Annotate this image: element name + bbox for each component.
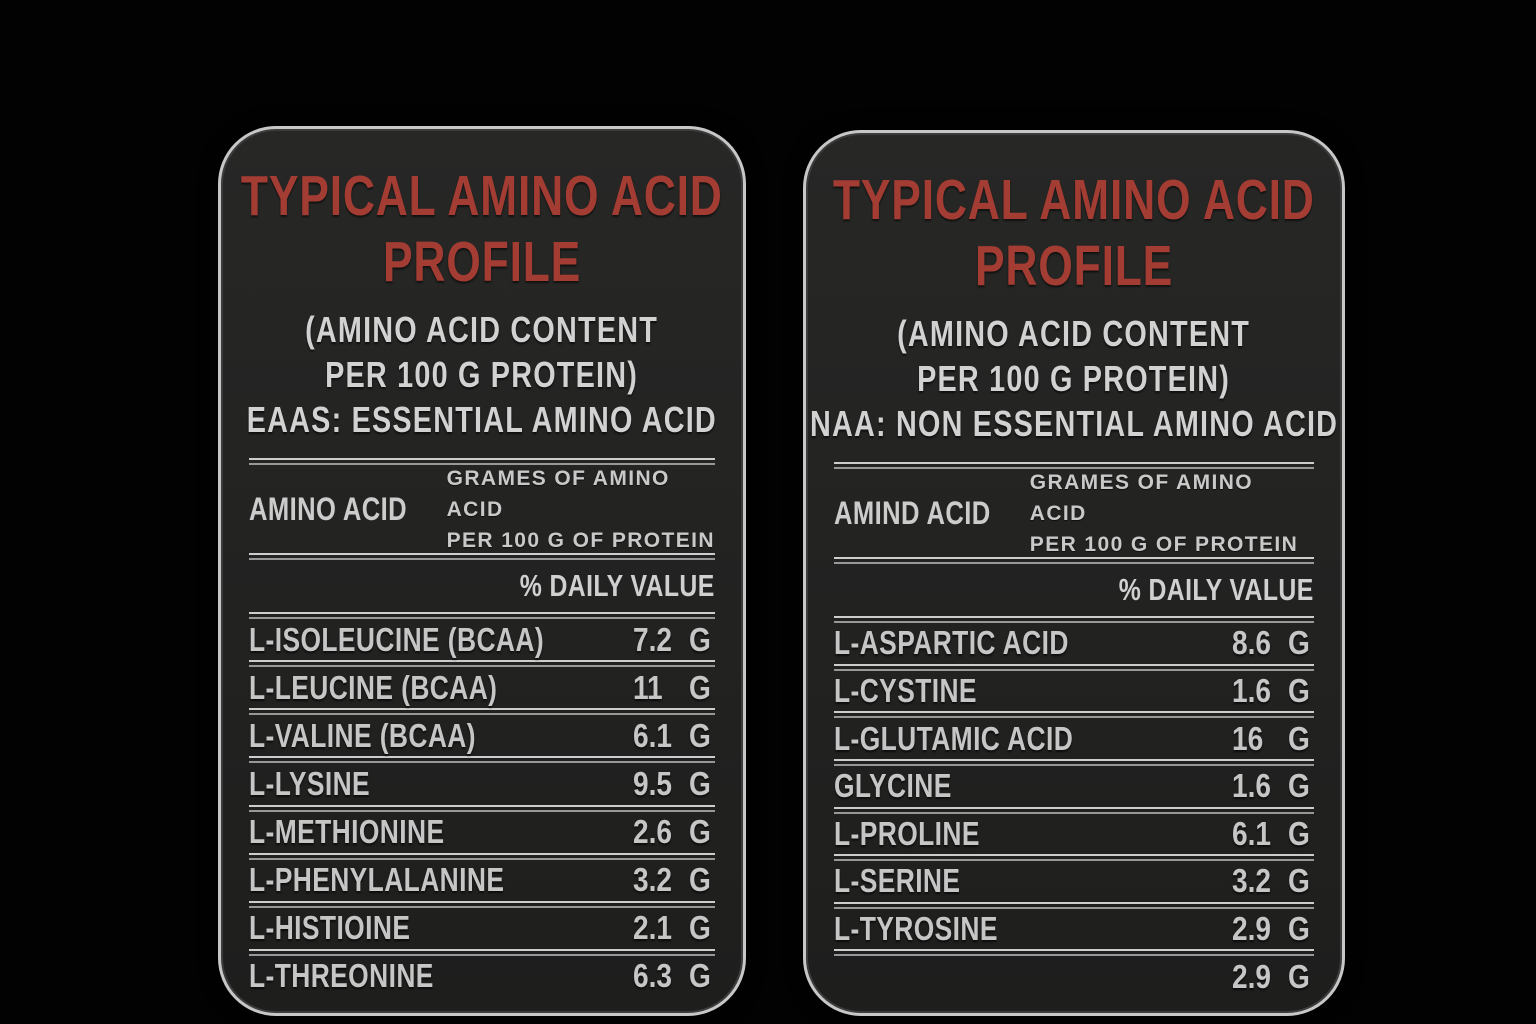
row-name: L-VALINE (BCAA) xyxy=(249,716,476,754)
panel-title-line2: PROFILE xyxy=(974,234,1174,298)
subtitle-line1: (AMINO ACID CONTENT xyxy=(897,313,1251,354)
amino-acid-row xyxy=(249,715,715,756)
grams-column-header xyxy=(447,463,715,556)
amino-acid-rows xyxy=(834,623,1314,997)
row-separator xyxy=(249,660,715,667)
panel-title-line1: TYPICAL AMINO ACID xyxy=(833,168,1315,232)
row-name: L-ASPARTIC ACID xyxy=(834,624,1069,662)
daily-value-row xyxy=(834,564,1314,616)
row-unit: G xyxy=(689,909,711,947)
separator xyxy=(834,616,1314,623)
table-header xyxy=(249,465,715,553)
row-value: 1.6 xyxy=(1232,767,1271,805)
row-unit: G xyxy=(1288,671,1310,709)
grams-column-header-line1: GRAMES OF AMINO ACID xyxy=(1029,470,1254,525)
subtitle-line3: EAAS: ESSENTIAL AMINO ACID xyxy=(246,399,718,440)
daily-value-label: % DAILY VALUE xyxy=(1119,572,1314,607)
grams-column-header-line2: PER 100 G OF PROTEIN xyxy=(1029,532,1299,556)
amino-acid-row xyxy=(834,623,1314,664)
row-name: L-METHIONINE xyxy=(249,813,445,851)
row-name: L-LYSINE xyxy=(249,764,371,802)
row-separator xyxy=(834,759,1314,766)
amino-acid-row xyxy=(834,671,1314,712)
row-unit: G xyxy=(689,716,711,754)
row-unit: G xyxy=(1288,862,1310,900)
row-value: 11 xyxy=(633,668,663,706)
separator xyxy=(834,557,1314,564)
row-value: 16 xyxy=(1232,719,1264,757)
row-unit: G xyxy=(1288,814,1310,852)
panel-subtitle xyxy=(246,307,718,442)
subtitle-line2: PER 100 G PROTEIN) xyxy=(325,354,639,395)
row-value: 9.5 xyxy=(633,764,672,802)
row-name: L-TYROSINE xyxy=(834,910,998,948)
grams-column-header xyxy=(1030,467,1314,560)
row-name: GLYCINE xyxy=(834,767,952,805)
row-name: L-ISOLEUCINE (BCAA) xyxy=(249,620,545,658)
row-separator xyxy=(249,805,715,812)
amino-acid-row xyxy=(834,718,1314,759)
row-value: 3.2 xyxy=(1232,862,1271,900)
row-unit: G xyxy=(689,957,711,995)
row-unit: G xyxy=(689,861,711,899)
grams-column-header-line2: PER 100 G OF PROTEIN xyxy=(446,528,715,552)
row-value: 2.6 xyxy=(633,813,672,851)
amino-acid-row xyxy=(249,956,715,997)
row-value: 2.1 xyxy=(633,909,672,947)
amino-acid-profile-panel-eaas xyxy=(218,126,746,1016)
panel-title-line1: TYPICAL AMINO ACID xyxy=(241,164,723,228)
row-value: 1.6 xyxy=(1232,671,1271,709)
amino-acid-row xyxy=(249,763,715,804)
grams-column-header-line1: GRAMES OF AMINO ACID xyxy=(446,466,670,521)
row-separator xyxy=(834,854,1314,861)
row-name: L-THREONINE xyxy=(249,957,434,995)
row-name: L-PROLINE xyxy=(834,814,980,852)
table-header xyxy=(834,469,1314,557)
amino-acid-row xyxy=(834,814,1314,855)
separator xyxy=(249,553,715,560)
row-separator xyxy=(249,901,715,908)
row-unit: G xyxy=(689,668,711,706)
panel-title-line2: PROFILE xyxy=(382,230,582,294)
row-value: 7.2 xyxy=(633,620,672,658)
row-value: 2.9 xyxy=(1232,957,1271,995)
row-unit: G xyxy=(689,620,711,658)
row-unit: G xyxy=(1288,624,1310,662)
row-name: L-GLUTAMIC ACID xyxy=(834,719,1074,757)
row-unit: G xyxy=(1288,719,1310,757)
row-value: 8.6 xyxy=(1232,624,1271,662)
subtitle-line2: PER 100 G PROTEIN) xyxy=(917,358,1231,399)
amino-acid-row xyxy=(834,909,1314,950)
amino-acid-profile-panel-naa xyxy=(803,130,1345,1016)
row-name: L-LEUCINE (BCAA) xyxy=(249,668,498,706)
row-name: L-CYSTINE xyxy=(834,671,977,709)
row-value: 3.2 xyxy=(633,861,672,899)
panel-subtitle xyxy=(809,311,1339,446)
row-name: L-SERINE xyxy=(834,862,961,900)
daily-value-row xyxy=(249,560,715,612)
row-name: L-HISTIOINE xyxy=(249,909,411,947)
subtitle-line3: NAA: NON ESSENTIAL AMINO ACID xyxy=(809,403,1339,444)
row-separator xyxy=(249,853,715,860)
amino-acid-row xyxy=(249,667,715,708)
amino-acid-row xyxy=(249,908,715,949)
amino-acid-row xyxy=(834,861,1314,902)
row-separator xyxy=(834,664,1314,671)
row-separator xyxy=(834,711,1314,718)
panel-title xyxy=(241,163,723,295)
daily-value-label: % DAILY VALUE xyxy=(520,568,715,603)
amino-acid-row xyxy=(249,619,715,660)
amino-acid-row xyxy=(834,956,1314,997)
row-unit: G xyxy=(1288,957,1310,995)
amino-acid-column-header: AMINO ACID xyxy=(249,490,408,527)
amino-acid-row xyxy=(834,766,1314,807)
row-unit: G xyxy=(689,813,711,851)
row-unit: G xyxy=(1288,910,1310,948)
row-separator xyxy=(834,902,1314,909)
row-name: L-PHENYLALANINE xyxy=(249,861,505,899)
row-unit: G xyxy=(1288,767,1310,805)
panel-title xyxy=(834,167,1314,299)
row-separator xyxy=(249,949,715,956)
row-value: 6.1 xyxy=(1232,814,1271,852)
amino-acid-column-header: AMIND ACID xyxy=(834,494,991,531)
row-value: 6.3 xyxy=(633,957,672,995)
subtitle-line1: (AMINO ACID CONTENT xyxy=(305,309,659,350)
amino-acid-row xyxy=(249,812,715,853)
amino-acid-row xyxy=(249,860,715,901)
row-separator xyxy=(834,949,1314,956)
row-unit: G xyxy=(689,764,711,802)
row-value: 2.9 xyxy=(1232,910,1271,948)
amino-acid-rows xyxy=(249,619,715,997)
row-value: 6.1 xyxy=(633,716,672,754)
separator xyxy=(249,612,715,619)
row-separator xyxy=(249,756,715,763)
row-separator xyxy=(834,807,1314,814)
row-separator xyxy=(249,708,715,715)
